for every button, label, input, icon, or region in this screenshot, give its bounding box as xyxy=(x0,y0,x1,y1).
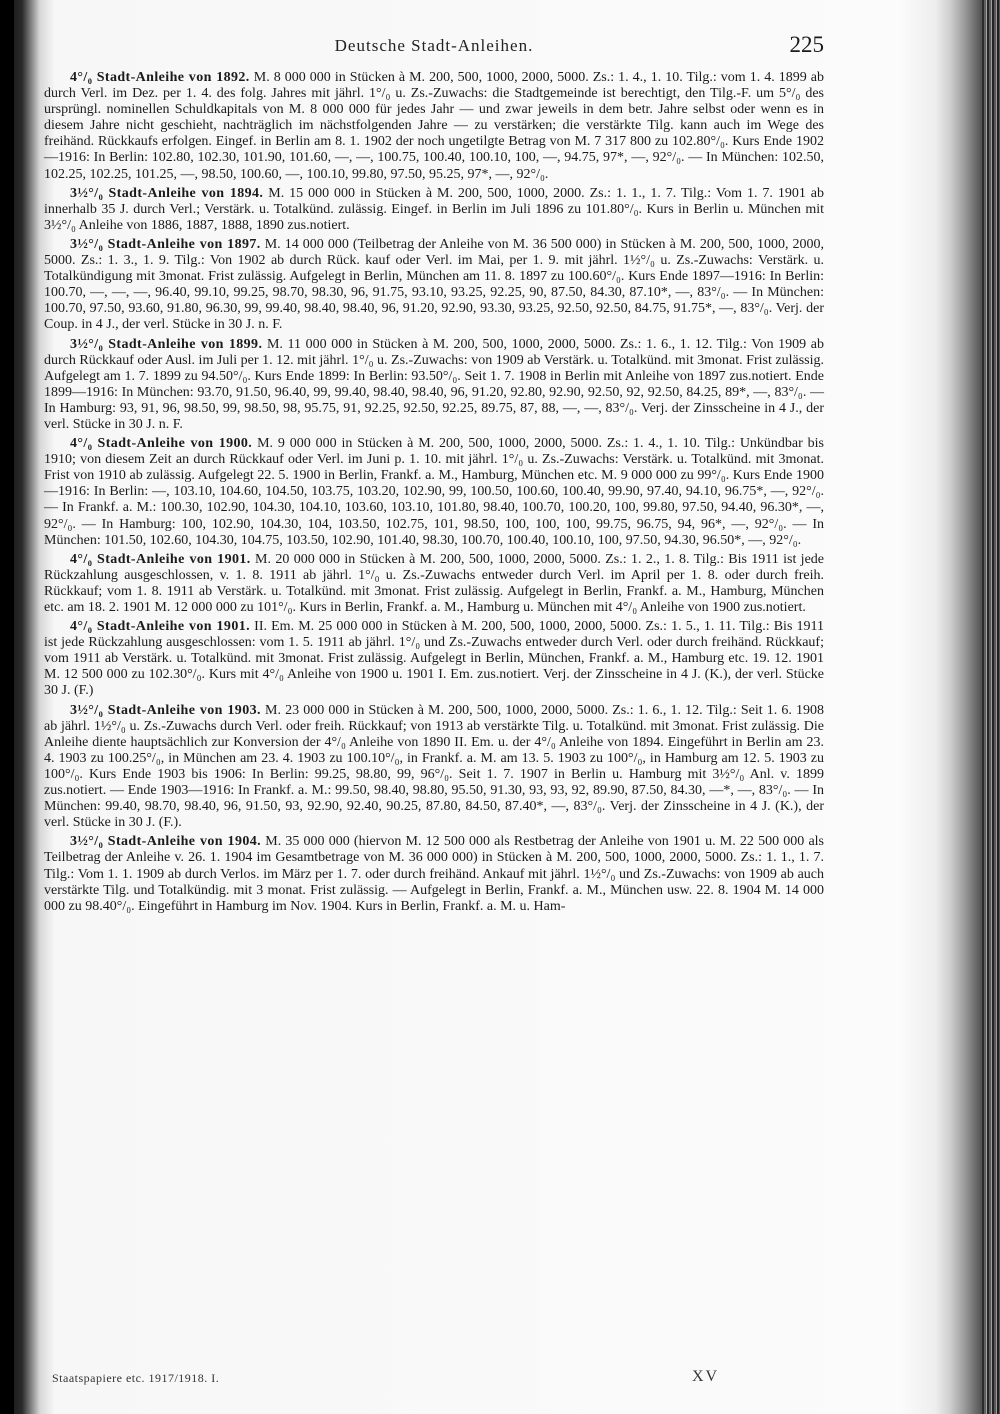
page-footer xyxy=(44,1368,824,1388)
entry-heading: 4°/₀ Stadt-Anleihe von 1892. xyxy=(70,70,250,85)
loan-entries xyxy=(44,70,824,915)
entry-body: M. 20 000 000 in Stücken à M. 200, 500, 1000, 2000, 5000. Zs.: 1. 2., 1. 8. Tilg.: Bis 1911 ist jede Rückzahlung ausgeschlossen, v. 1. 8. 1911 ab jährl. 1°/₀ u. Zs.-Zuwachs entweder durch Verl. im April per 1. 8. oder durch freih. Rückkauf; vom 1. 8. 1911 ab Verstärk. u. Totalkünd. mit 3monat. Frist zulässig. Aufgelegt in Berlin, Frankf. a. M., Hamburg, München etc. am 18. 2. 1901 M. 12 000 000 zu 101°/₀. Kurs in Berlin, Frankf. a. M., Hamburg u. München mit 4°/₀ Anleihe von 1900 zus.notiert. xyxy=(44,551,825,615)
entry-heading: 4°/₀ Stadt-Anleihe von 1901. xyxy=(70,619,251,635)
loan-entry xyxy=(44,186,824,234)
loan-entry xyxy=(44,237,824,334)
loan-entry xyxy=(44,70,824,183)
entry-body: M. 14 000 000 (Teilbetrag der Anleihe von M. 36 500 000) in Stücken à M. 200, 500, 1000, 2000, 5000. Zs.: 1. 3., 1. 9. Tilg.: Von 1902 ab durch Rück. kauf oder Verl. im Mai, per 1. 9. mit jährl. 1½°/₀ u. Zs.-Zuwachs: Verstärk. u. Totalkündigung mit 3monat. Frist zulässig. Aufgelegt in Berlin, München am 11. 8. 1897 zu 100.60°/₀. Kurs Ende 1897—1916: In Berlin: 100.70, —, —, —, 96.40, 99.10, 99.25, 98.70, 98.30, 96, 91.75, 93.10, 93.25, 92.25, 90, 87.50, 84.30, 87.10*, —, 83°/₀. — In München: 100.70, 97.50, 93.60, 91.80, 96.30, 99, 99.40, 98.40, 98.40, 96, 91.20, 92.90, 93.30, 93.25, 92.50, 92.50, 84.75, 91.75*, —, 83°/₀. Verj. der Coup. in 4 J., der verl. Stücke in 30 J. n. F. xyxy=(44,236,825,333)
sheet-signature: XV xyxy=(692,1368,720,1385)
entry-body: M. 23 000 000 in Stücken à M. 200, 500, 1000, 2000, 5000. Zs.: 1. 6., 1. 12. Tilg.: Seit 1. 6. 1908 ab jährl. 1½°/₀ u. Zs.-Zuwachs durch Verl. oder freih. Rückkauf; von 1913 ab verstärkte Tilg. u. Totalkünd. mit 3monat. Frist zulässig. Die Anleihe diente hauptsächlich zur Konversion der 4°/₀ Anleihe von 1890 II. Em. u. der 4°/₀ Anleihe von 1894. Eingeführt in Berlin am 23. 4. 1903 zu 100.25°/₀, in München am 23. 4. 1903 zu 100.10°/₀, in Frankf. a. M. am 13. 5. 1903 zu 100°/₀, in Hamburg am 12. 5. 1903 zu 100°/₀. Kurs Ende 1903 bis 1906: In Berlin: 99.25, 98.80, 99, 96°/₀. Seit 1. 7. 1907 in Berlin u. Hamburg mit 3½°/₀ Anl. v. 1899 zus.notiert. — Ende 1903—1916: In Frankf. a. M.: 99.50, 98.40, 98.80, 95.50, 91.30, 93, 93, 92, 89.90, 87.50, 84.30, —*, —, 83°/₀. — In München: 99.40, 98.70, 98.40, 96, 91.50, 93, 92.90, 92.40, 90.25, 87.80, 84.50, 87.40*, —, 83°/₀. Verj. der Zinsscheine in 4 J. (K.), der verl. Stücke in 30 J. (F.). xyxy=(44,702,825,831)
entry-body: M. 9 000 000 in Stücken à M. 200, 500, 1000, 2000, 5000. Zs.: 1. 4., 1. 10. Tilg.: Unkündbar bis 1910; von diesem Zeit an durch Rückkauf oder Verl. im Juni p. 1. 10. mit jährl. 1°/₀ u. Zs.-Zuwachs: Verstärk. u. Totalkünd. mit 3monat. Frist von 1910 ab zulässig. Aufgelegt 22. 5. 1900 in Berlin, Frankf. a. M., Hamburg, München etc. M. 9 000 000 zu 99°/₀. Kurs Ende 1900—1916: In Berlin: —, 103.10, 104.60, 104.50, 103.75, 103.20, 102.90, 99, 100.50, 100.60, 100.40, 99.90, 97.40, 94.10, 96.75*, —, 92°/₀. — In Frankf. a. M.: 100.30, 102.90, 104.30, 104.10, 103.60, 103.10, 101.80, 98.40, 100.70, 100.20, 100, 99.80, 97.50, 94.40, 96.30*, —, 92°/₀. — In Hamburg: 100, 102.90, 104.30, 104, 103.50, 102.75, 101, 98.50, 100, 100, 100, 99.75, 96.75, 94, 96*, —, 92°/₀. — In München: 101.50, 102.60, 104.30, 104.75, 103.50, 102.90, 101.40, 98.30, 100.70, 100.40, 100.10, 100, 97.50, 94.30, 96.50*, —, 92°/₀. xyxy=(44,436,825,548)
entry-heading: 3½°/₀ Stadt-Anleihe von 1903. xyxy=(70,702,261,718)
entry-heading: 3½°/₀ Stadt-Anleihe von 1904. xyxy=(70,834,262,850)
page-number: 225 xyxy=(789,32,824,57)
footer-publication-note: Staatspapiere etc. 1917/1918. I. xyxy=(52,1371,220,1385)
entry-body: II. Em. M. 25 000 000 in Stücken à M. 200, 500, 1000, 2000, 5000. Zs.: 1. 5., 1. 11. Tilg.: Bis 1911 ist jede Rückzahlung ausgeschlossen: vom 1. 5. 1911 ab jährl. 1°/₀ und Zs.-Zuwachs entweder durch Verl. oder durch freihänd. Rückkauf; vom 1911 ab Verstärk. u. Totalkünd. mit 3monat. Frist zulässig. Aufgelegt in Berlin, München, Frankf. a. M., Hamburg etc. 19. 12. 1901 M. 12 500 000 zu 102.30°/₀. Kurs mit 4°/₀ Anleihe von 1900 u. 1901 I. Em. zus.notiert. Verj. der Zinsscheine in 4 J. (K.), der verl. Stücke 30 J. (F.) xyxy=(44,619,825,699)
page-sheet xyxy=(44,30,824,1390)
book-spine-shadow xyxy=(0,0,14,1414)
loan-entry xyxy=(44,703,824,832)
entry-body: M. 35 000 000 (hiervon M. 12 500 000 als Restbetrag der Anleihe von 1901 u. M. 22 500 000 als Teilbetrag der Anleihe v. 26. 1. 1904 im Gesamtbetrage von M. 36 000 000) in Stücken à M. 200, 500, 1000, 2000, 5000. Zs.: 1. 1., 1. 7. Tilg.: Vom 1. 1. 1909 ab durch Verlos. im März per 1. 7. oder durch freihänd. Ankauf mit jährl. 1½°/₀ und Zs.-Zuwachs: von 1909 ab auch verstärkte Tilg. und Totalkündig. mit 3 monat. Frist zulässig. — Aufgelegt in Berlin, Frankf. a. M., München usw. 22. 8. 1904 M. 14 000 000 zu 98.40°/₀. Eingeführt in Hamburg im Nov. 1904. Kurs in Berlin, Frankf. a. M. u. Ham- xyxy=(44,834,824,914)
entry-body: M. 15 000 000 in Stücken à M. 200, 500, 1000, 2000. Zs.: 1. 1., 1. 7. Tilg.: Vom 1. 7. 1901 ab innerhalb 35 J. durch Verl.; Verstärk. u. Totalkünd. zulässig. Eingef. in Berlin im Juli 1896 zu 101.80°/₀. Kurs in Berlin u. München mit 3½°/₀ Anleihe von 1886, 1887, 1888, 1890 zus.notiert. xyxy=(44,185,825,233)
entry-heading: 4°/₀ Stadt-Anleihe von 1901. xyxy=(70,551,251,567)
page-header xyxy=(44,30,824,60)
loan-entry xyxy=(44,552,824,616)
entry-heading: 3½°/₀ Stadt-Anleihe von 1894. xyxy=(70,185,264,201)
loan-entry xyxy=(44,436,824,549)
loan-entry xyxy=(44,834,824,914)
loan-entry xyxy=(44,337,824,434)
entry-heading: 3½°/₀ Stadt-Anleihe von 1899. xyxy=(70,336,263,352)
entry-body: M. 11 000 000 in Stücken à M. 200, 500, 1000, 2000, 5000. Zs.: 1. 6., 1. 12. Tilg.: Von 1909 ab durch Rückkauf oder Ausl. im Juli per 1. 12. mit jährl. 1°/₀ u. Zs.-Zuwachs: von 1909 ab Verstärk. u. Totalkünd. mit 3monat. Frist zulässig. Aufgelegt am 1. 7. 1899 zu 94.50°/₀. Kurs Ende 1899: In Berlin: 93.50°/₀. Seit 1. 7. 1908 in Berlin mit Anleihe von 1897 zus.notiert. Ende 1899—1916: In München: 93.70, 91.50, 96.40, 99, 99.40, 98.40, 98.40, 96, 91.20, 92.80, 92.90, 92.50, 92, 92.50, 84.25, 89*, —, 83°/₀. — In Hamburg: 93, 91, 96, 98.50, 99, 98.50, 98, 95.75, 91, 92.25, 92.50, 92.25, 89.75, 87, 88, —, —, 83°/₀. Verj. der Zinsscheine in 4 J., der verl. Stücke in 30 J. n. F. xyxy=(44,336,825,432)
entry-heading: 4°/₀ Stadt-Anleihe von 1900. xyxy=(70,436,253,452)
loan-entry xyxy=(44,619,824,699)
page-edge-stack xyxy=(982,0,1000,1414)
entry-heading: 3½°/₀ Stadt-Anleihe von 1897. xyxy=(70,236,261,252)
running-title: Deutsche Stadt-Anleihen. xyxy=(334,36,534,55)
entry-body: M. 8 000 000 in Stücken à M. 200, 500, 1000, 2000, 5000. Zs.: 1. 4., 1. 10. Tilg.: vom 1. 4. 1899 ab durch Verl. im Dez. per 1. 4. des folg. Jahres mit jährl. 1°/₀ u. Zs.-Zuwachs: die Stadtgemeinde ist berechtigt, den Tilg.-F. um 5°/₀ des ursprüngl. nominellen Schuldkapitals von M. 8 000 000 für jedes Jahr — und zwar jeweils in dem betr. Jahre selbst oder wenn es in diesem Jahre nicht geschieht, nachträglich im nächstfolgenden Jahre — zu verstärken; die verstärkte Tilg. kann auch im Wege des freihänd. Rückkaufs erfolgen. Eingef. in Berlin am 8. 1. 1902 der noch ungetilgte Betrag von M. 7 317 800 zu 102.80°/₀. Kurs Ende 1902—1916: In Berlin: 102.80, 102.30, 101.90, 101.60, —, —, 100.75, 100.40, 100.10, 100, —, 94.75, 97*, —, 92°/₀. — In München: 102.50, 102.25, 102.25, 101.25, —, 98.50, 100.60, —, 100.10, 99.80, 97.50, 95.25, 97*, —, 92°/₀. xyxy=(44,70,825,182)
